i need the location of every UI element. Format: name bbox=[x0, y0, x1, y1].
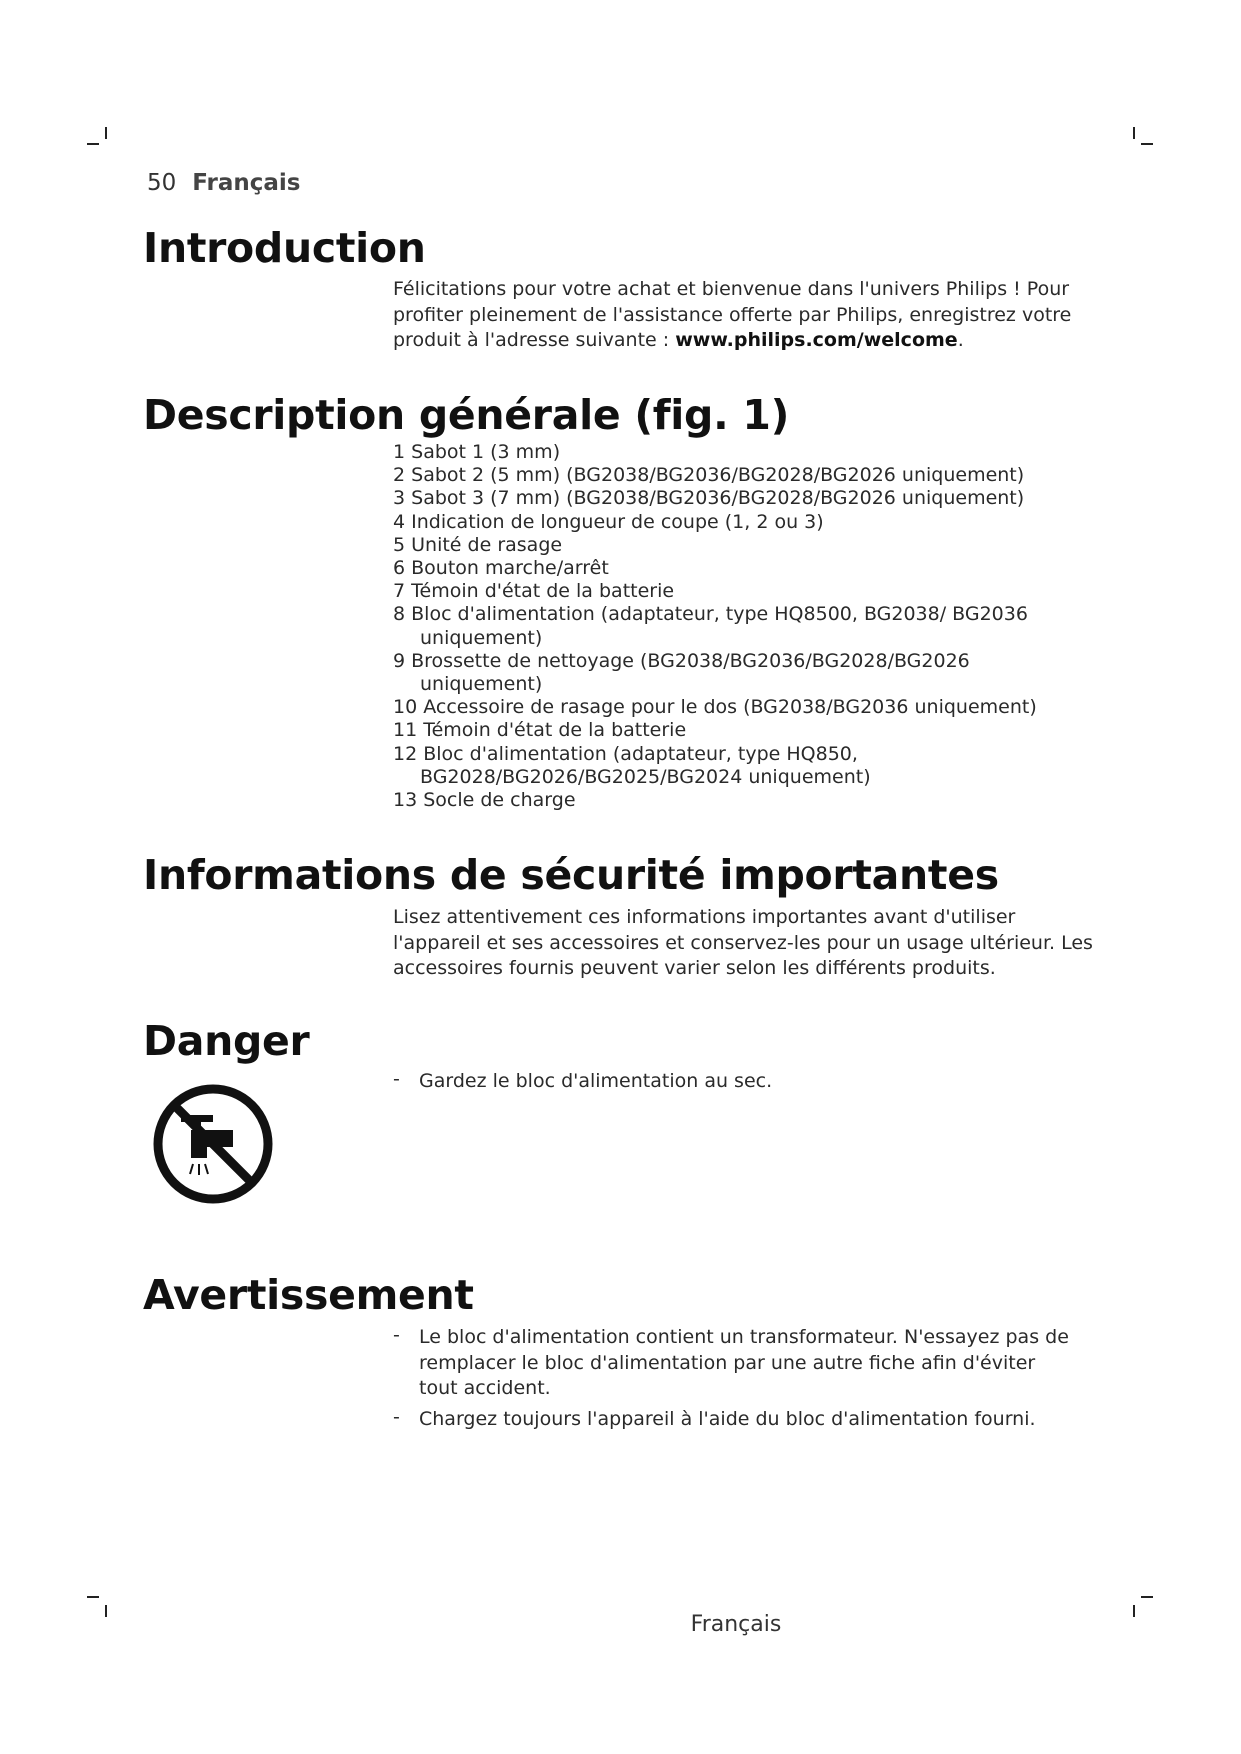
list-item: 7 Témoin d'état de la batterie bbox=[393, 580, 675, 603]
welcome-link[interactable]: www.philips.com/welcome bbox=[675, 329, 958, 351]
description-title: Description générale (fig. 1) bbox=[143, 391, 790, 439]
list-item: 1 Sabot 1 (3 mm) bbox=[393, 441, 561, 463]
warning-title: Avertissement bbox=[143, 1271, 474, 1319]
list-item: - Gardez le bloc d'alimentation au sec. bbox=[393, 1069, 1103, 1095]
list-item: 2 Sabot 2 (5 mm) (BG2038/BG2036/BG2028/BG2026 uniquement) bbox=[393, 464, 1025, 487]
safety-title: Informations de sécurité importantes bbox=[143, 851, 999, 899]
warning-list bbox=[393, 1325, 1073, 1432]
crop-mark bbox=[87, 1596, 99, 1598]
danger-title: Danger bbox=[143, 1017, 310, 1065]
list-item: 6 Bouton marche/arrêt bbox=[393, 557, 609, 580]
danger-list bbox=[393, 1069, 1103, 1095]
list-item: 13 Socle de charge bbox=[393, 789, 576, 812]
crop-mark bbox=[87, 143, 99, 145]
parts-list bbox=[393, 441, 1103, 812]
crop-mark bbox=[105, 127, 107, 139]
safety-text: Lisez attentivement ces informations importantes avant d'utiliser l'appareil et ses accessoires et conservez-les pour un usage ultérieur. Les accessoires fournis peuvent varier selon les différents produits. bbox=[393, 906, 1093, 979]
list-item: 4 Indication de longueur de coupe (1, 2 ou 3) bbox=[393, 510, 824, 533]
list-item: - Chargez toujours l'appareil à l'aide du bloc d'alimentation fourni. bbox=[393, 1407, 1073, 1433]
no-water-icon bbox=[151, 1082, 275, 1206]
introduction-paragraph: Félicitations pour votre achat et bienvenue dans l'univers Philips ! Pour profiter pleinement de l'assistance offerte par Philips, enregistrez votre produit à l'adresse suivante : bbox=[393, 278, 1072, 351]
list-item: - Le bloc d'alimentation contient un transformateur. N'essayez pas de remplacer le bloc d'alimentation par une autre fiche afin d'éviter tout accident. bbox=[393, 1325, 1073, 1402]
list-item: 12 Bloc d'alimentation (adaptateur, type HQ850, BG2028/BG2026/BG2025/BG2024 uniquement) bbox=[393, 742, 871, 788]
introduction-period: . bbox=[957, 329, 964, 351]
introduction-title: Introduction bbox=[143, 224, 426, 272]
crop-mark bbox=[1133, 127, 1135, 139]
list-item: 10 Accessoire de rasage pour le dos (BG2038/BG2036 uniquement) bbox=[393, 696, 1037, 719]
list-item: 5 Unité de rasage bbox=[393, 533, 563, 556]
danger-list-container bbox=[393, 1069, 1103, 1100]
crop-mark bbox=[1141, 1596, 1153, 1598]
description-list-container bbox=[393, 441, 1103, 812]
page-number: 50 bbox=[147, 170, 177, 196]
list-item: 9 Brossette de nettoyage (BG2038/BG2036/BG2028/BG2026 uniquement) bbox=[393, 649, 970, 696]
page-header bbox=[147, 170, 301, 196]
list-item: 8 Bloc d'alimentation (adaptateur, type HQ8500, BG2038/ BG2036 uniquement) bbox=[393, 603, 1028, 649]
list-item: 3 Sabot 3 (7 mm) (BG2038/BG2036/BG2028/BG2026 uniquement) bbox=[393, 487, 1025, 510]
page-footer: Français bbox=[690, 1612, 782, 1637]
list-item: 11 Témoin d'état de la batterie bbox=[393, 719, 687, 742]
crop-mark bbox=[1141, 143, 1153, 145]
warning-list-container bbox=[393, 1325, 1073, 1437]
introduction-text bbox=[393, 277, 1103, 354]
header-language: Français bbox=[192, 170, 301, 196]
